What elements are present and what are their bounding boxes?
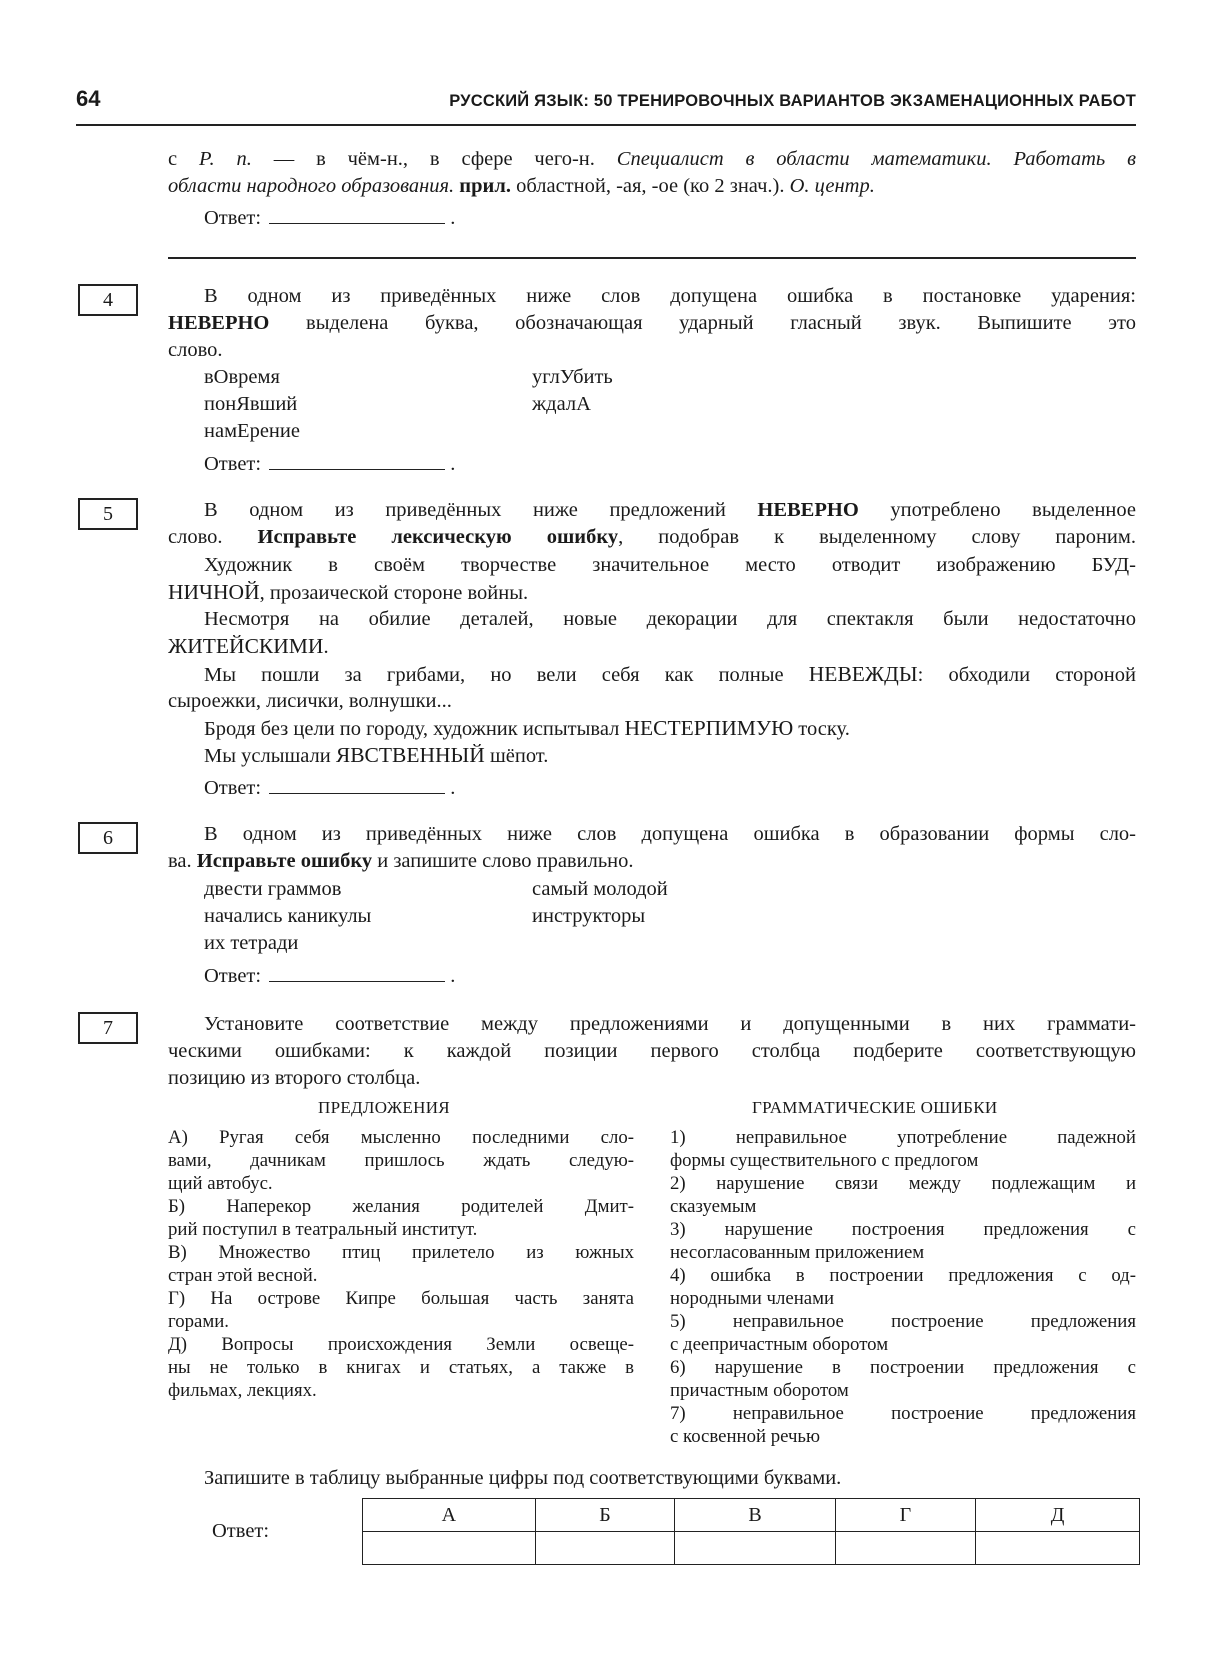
error-3-l2: несогласованным приложением bbox=[670, 1242, 925, 1263]
error-4-l2: нородными членами bbox=[670, 1288, 835, 1309]
stress-word: ждалА bbox=[532, 393, 591, 415]
error-5-l2: с деепричастным оборотом bbox=[670, 1334, 889, 1355]
form-word: самый молодой bbox=[532, 878, 668, 900]
answer-cell[interactable] bbox=[363, 1532, 536, 1565]
sentences-column-header: ПРЕДЛОЖЕНИЯ bbox=[318, 1098, 450, 1117]
sentence-a-l3: щий автобус. bbox=[168, 1173, 273, 1194]
task-number-box: 4 bbox=[78, 284, 138, 316]
errors-column-header: ГРАММАТИЧЕСКИЕ ОШИБКИ bbox=[752, 1098, 998, 1117]
sentence-a-l1: А) Ругая себя мысленно последними сло- bbox=[168, 1127, 634, 1148]
answer-table-header: Б bbox=[535, 1499, 675, 1532]
task6-answer: Ответ: . bbox=[204, 961, 455, 988]
error-4-l1: 4) ошибка в построении предложения с од- bbox=[670, 1265, 1136, 1286]
sentence-e-l2: ны не только в книгах и статьях, а также в bbox=[168, 1357, 634, 1378]
answer-field[interactable] bbox=[269, 449, 445, 470]
answer-table-header-row bbox=[363, 1499, 1140, 1532]
task5-sentence-1a: Художник в своём творчестве значительное место отводит изображению БУД- bbox=[204, 554, 1136, 576]
sentence-e-l3: фильмах, лекциях. bbox=[168, 1380, 317, 1401]
error-1-l1: 1) неправильное употребление падежной bbox=[670, 1127, 1136, 1148]
form-word: их тетради bbox=[204, 932, 299, 954]
sentence-d-l1: Г) На острове Кипре большая часть занята bbox=[168, 1288, 634, 1309]
task7-line-2: ческими ошибками: к каждой позиции первого столбца подберите соответствующую bbox=[168, 1040, 1136, 1062]
page-number: 64 bbox=[76, 86, 101, 111]
sentences-column bbox=[168, 1126, 634, 1402]
running-title: РУССКИЙ ЯЗЫК: 50 ТРЕНИРОВОЧНЫХ ВАРИАНТОВ ЭКЗАМЕНАЦИОННЫХ РАБОТ bbox=[449, 92, 1136, 110]
task-number-box: 7 bbox=[78, 1012, 138, 1044]
answer-table-header: А bbox=[363, 1499, 536, 1532]
sentence-c-l2: стран этой весной. bbox=[168, 1265, 318, 1286]
error-6-l2: причастным оборотом bbox=[670, 1380, 849, 1401]
form-word: начались каникулы bbox=[204, 905, 372, 927]
task5-sentence-2b: ЖИТЕЙСКИМИ. bbox=[168, 634, 329, 658]
task4-line-2: НЕВЕРНО выделена буква, обозначающая ударный гласный звук. Выпишите это bbox=[168, 312, 1136, 334]
error-7-l2: с косвенной речью bbox=[670, 1426, 821, 1447]
answer-field[interactable] bbox=[269, 961, 445, 982]
form-word: двести граммов bbox=[204, 878, 342, 900]
errors-column bbox=[670, 1126, 1136, 1448]
answer-cell[interactable] bbox=[835, 1532, 975, 1565]
error-1-l2: формы существительного с предлогом bbox=[670, 1150, 979, 1171]
error-6-l1: 6) нарушение в построении предложения с bbox=[670, 1357, 1136, 1378]
task4-line-3: слово. bbox=[168, 339, 223, 361]
task6-line-2: ва. Исправьте ошибку и запишите слово правильно. bbox=[168, 850, 634, 872]
answer-table bbox=[362, 1498, 1140, 1565]
answer-cell[interactable] bbox=[976, 1532, 1140, 1565]
sentence-b-l2: рий поступил в театральный институт. bbox=[168, 1219, 478, 1240]
section-rule bbox=[168, 257, 1136, 259]
task5-answer: Ответ: . bbox=[204, 773, 455, 800]
task5-sentence-3b: сыроежки, лисички, волнушки... bbox=[168, 690, 452, 712]
form-word: инструкторы bbox=[532, 905, 646, 927]
error-5-l1: 5) неправильное построение предложения bbox=[670, 1311, 1136, 1332]
task5-sentence-5: Мы услышали ЯВСТВЕННЫЙ шёпот. bbox=[204, 743, 549, 767]
error-3-l1: 3) нарушение построения предложения с bbox=[670, 1219, 1136, 1240]
answer-field[interactable] bbox=[269, 203, 445, 224]
task5-line-1: В одном из приведённых ниже предложений НЕВЕРНО употреблено выделенное bbox=[204, 499, 1136, 521]
answer-table-header: Д bbox=[976, 1499, 1140, 1532]
intro-line-2: области народного образования. прил. областной, -ая, -ое (ко 2 знач.). О. центр. bbox=[168, 175, 875, 197]
sentence-e-l1: Д) Вопросы происхождения Земли освеще- bbox=[168, 1334, 634, 1355]
header-rule bbox=[76, 124, 1136, 126]
error-2-l2: сказуемым bbox=[670, 1196, 757, 1217]
intro-answer: Ответ: . bbox=[204, 203, 455, 230]
task7-answer-label: Ответ: bbox=[212, 1520, 270, 1542]
task7-instruction: Запишите в таблицу выбранные цифры под соответствующими буквами. bbox=[204, 1467, 842, 1489]
task4-line-1: В одном из приведённых ниже слов допущена ошибка в постановке ударения: bbox=[204, 285, 1136, 307]
answer-cell[interactable] bbox=[675, 1532, 835, 1565]
sentence-b-l1: Б) Наперекор желания родителей Дмит- bbox=[168, 1196, 634, 1217]
stress-word: вОвремя bbox=[204, 366, 280, 388]
task5-sentence-3a: Мы пошли за грибами, но вели себя как полные НЕВЕЖДЫ: обходили стороной bbox=[204, 662, 1136, 686]
answer-table-input-row bbox=[363, 1532, 1140, 1565]
task7-line-1: Установите соответствие между предложениями и допущенными в них граммати- bbox=[204, 1013, 1136, 1035]
task-number-box: 5 bbox=[78, 498, 138, 530]
task4-answer: Ответ: . bbox=[204, 449, 455, 476]
intro-line-1: с Р. п. — в чём-н., в сфере чего-н. Специалист в области математики. Работать в bbox=[168, 148, 1136, 170]
sentence-d-l2: горами. bbox=[168, 1311, 229, 1332]
stress-word: понЯвший bbox=[204, 393, 298, 415]
stress-word: углУбить bbox=[532, 366, 613, 388]
task5-sentence-2a: Несмотря на обилие деталей, новые декорации для спектакля были недостаточно bbox=[204, 608, 1136, 630]
task-number-box: 6 bbox=[78, 822, 138, 854]
sentence-a-l2: вами, дачникам пришлось ждать следую- bbox=[168, 1150, 634, 1171]
sentence-c-l1: В) Множество птиц прилетело из южных bbox=[168, 1242, 634, 1263]
task5-sentence-4: Бродя без цели по городу, художник испытывал НЕСТЕРПИМУЮ тоску. bbox=[204, 716, 850, 740]
task5-line-2: слово. Исправьте лексическую ошибку, подобрав к выделенному слову пароним. bbox=[168, 526, 1136, 548]
error-2-l1: 2) нарушение связи между подлежащим и bbox=[670, 1173, 1136, 1194]
task6-line-1: В одном из приведённых ниже слов допущена ошибка в образовании формы сло- bbox=[204, 823, 1136, 845]
answer-table-header: Г bbox=[835, 1499, 975, 1532]
task7-line-3: позицию из второго столбца. bbox=[168, 1067, 421, 1089]
stress-word: намЕрение bbox=[204, 420, 300, 442]
task5-sentence-1b: НИЧНОЙ, прозаической стороне войны. bbox=[168, 580, 529, 604]
answer-table-header: В bbox=[675, 1499, 835, 1532]
error-7-l1: 7) неправильное построение предложения bbox=[670, 1403, 1136, 1424]
answer-field[interactable] bbox=[269, 773, 445, 794]
answer-cell[interactable] bbox=[535, 1532, 675, 1565]
